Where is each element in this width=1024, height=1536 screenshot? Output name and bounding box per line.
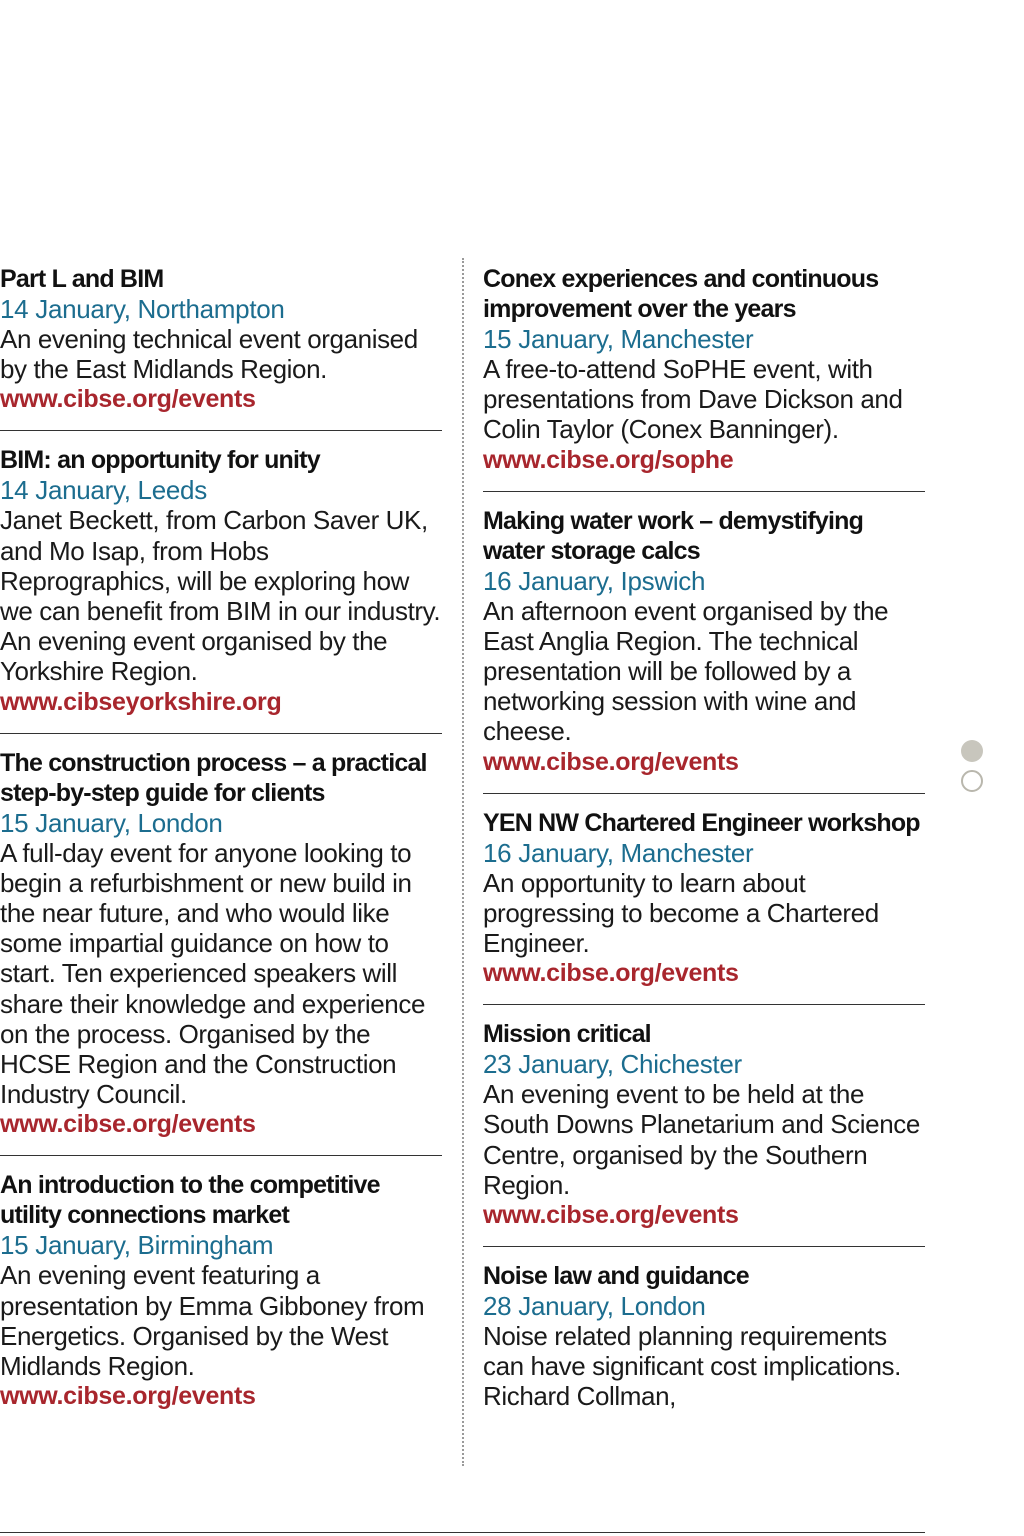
- event-title: YEN NW Chartered Engineer workshop: [483, 808, 920, 837]
- event-title: Mission critical: [483, 1020, 651, 1049]
- event-date: 16 January, Ipswich: [483, 565, 706, 596]
- event-item: [483, 808, 925, 1006]
- event-link[interactable]: www.cibse.org/events: [0, 385, 256, 414]
- event-link[interactable]: www.cibse.org/events: [483, 959, 739, 988]
- event-title: The construction process – a practical step-by-step guide for clients: [0, 748, 427, 807]
- event-title: Noise law and guidance: [483, 1262, 749, 1291]
- event-item: [0, 445, 442, 733]
- event-title: An introduction to the competitive utility connections market: [0, 1171, 380, 1230]
- event-link[interactable]: www.cibse.org/sophe: [483, 445, 734, 474]
- event-date: 15 January, London: [0, 807, 223, 838]
- event-title: Conex experiences and continuous improvement over the years: [483, 265, 879, 323]
- event-description: Janet Beckett, from Carbon Saver UK, and Mo Isap, from Hobs Reprographics, will be exploring how we can benefit from BIM in our industry. An evening event organised by the Yorkshire Region.: [0, 505, 441, 687]
- event-link[interactable]: www.cibseyorkshire.org: [0, 687, 282, 716]
- event-item: [483, 1261, 925, 1428]
- event-date: 15 January, Manchester: [483, 324, 754, 354]
- event-item: [483, 1019, 925, 1247]
- event-title: BIM: an opportunity for unity: [0, 446, 320, 475]
- events-column-right: [483, 264, 925, 1442]
- event-date: 23 January, Chichester: [483, 1049, 742, 1080]
- event-item: [483, 506, 925, 794]
- event-description: An opportunity to learn about progressing to become a Chartered Engineer.: [483, 867, 879, 959]
- event-title: Part L and BIM: [0, 265, 164, 293]
- page-dot-inactive[interactable]: [961, 770, 983, 792]
- event-description: An evening event to be held at the South Downs Planetarium and Science Centre, organised by the Southern Region.: [483, 1079, 920, 1200]
- page-indicator: [961, 740, 985, 800]
- event-item: [0, 1170, 442, 1427]
- event-date: 15 January, Birmingham: [0, 1230, 274, 1261]
- event-item: [483, 264, 925, 492]
- event-description: Noise related planning requirements can have significant cost implications. Richard Collman,: [483, 1321, 901, 1412]
- event-date: 14 January, Leeds: [0, 475, 207, 506]
- bottom-rule: [0, 1532, 925, 1533]
- event-description: A free-to-attend SoPHE event, with presentations from Dave Dickson and Colin Taylor (Conex Banninger).: [483, 354, 903, 445]
- event-link[interactable]: www.cibse.org/events: [0, 1382, 256, 1411]
- event-date: 14 January, Northampton: [0, 294, 285, 324]
- event-link[interactable]: www.cibse.org/events: [483, 747, 739, 776]
- event-link[interactable]: www.cibse.org/events: [0, 1110, 256, 1139]
- event-date: 28 January, London: [483, 1291, 706, 1322]
- event-link[interactable]: www.cibse.org/events: [483, 1201, 739, 1230]
- events-column-left: [0, 264, 442, 1441]
- event-item: [0, 748, 442, 1157]
- event-date: 16 January, Manchester: [483, 837, 754, 868]
- column-divider: [462, 258, 464, 1466]
- event-description: An afternoon event organised by the East Anglia Region. The technical presentation will be followed by a networking session with wine and cheese.: [483, 595, 889, 747]
- event-description: An evening technical event organised by the East Midlands Region.: [0, 324, 418, 385]
- page-dot-active[interactable]: [961, 740, 983, 762]
- event-title: Making water work – demystifying water storage calcs: [483, 506, 864, 565]
- event-item: [0, 264, 442, 431]
- event-description: An evening event featuring a presentation by Emma Gibboney from Energetics. Organised by the West Midlands Region.: [0, 1260, 425, 1382]
- event-description: A full-day event for anyone looking to begin a refurbishment or new build in the near future, and who would like some impartial guidance on how to start. Ten experienced speakers will share their knowledge and experience on the process. Organised by the HCSE Region and the Construction Industry Council.: [0, 837, 425, 1110]
